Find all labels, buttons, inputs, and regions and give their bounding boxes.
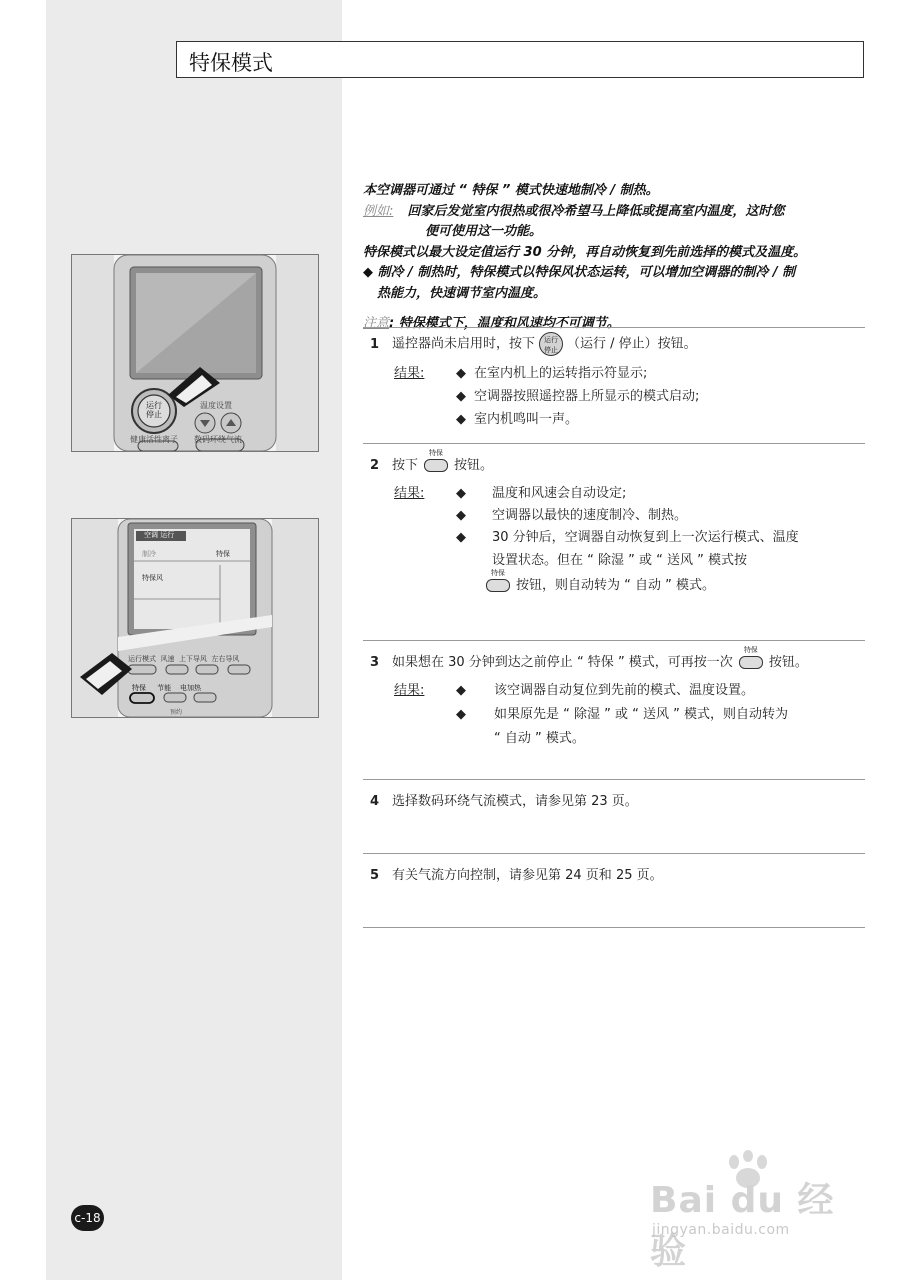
divider-5 [363,853,865,854]
remote-power-drawing [72,255,318,451]
remote-illustration-power [71,254,319,452]
step-4-text: 选择数码环绕气流模式，请参见第 23 页。 [392,794,638,809]
step-2-number: 2 [370,458,380,473]
page-title-box [176,41,864,78]
step-2-text-before: 按下 [392,458,419,473]
step-1-text-before: 遥控器尚未启用时，按下 [392,336,536,352]
remote2-lcd-mode: 制冷 [142,550,156,558]
step-3-bullet-1: ◆ 该空调器自动复位到先前的模式、温度设置。 [456,683,755,698]
step-3 [370,646,865,771]
step-1-result-label: 结果: [394,366,425,381]
step-1-bullet-2: ◆ 空调器按照遥控器上所显示的模式启动; [456,389,700,404]
step-3-bullet-2: ◆ 如果原先是 “ 除湿 ” 或 “ 送风 ” 模式，则自动转为 [456,707,788,722]
intro-line-4a: ◆ 制冷 / 制热时，特保模式以特保风状态运转，可以增加空调器的制冷 / 制 [363,265,796,280]
turbo-button-icon-step3: 特保 [739,656,763,669]
step-2-bullet-3-line-3: 特保 按钮，则自动转为 “ 自动 ” 模式。 [486,574,715,593]
step-1-text-after: （运行 / 停止）按钮。 [567,336,697,352]
intro-line-4b: 热能力，快速调节室内温度。 [377,285,547,301]
watermark-url: jingyan.baidu.com [652,1222,790,1238]
intro-example [363,202,863,223]
step-1-number: 1 [370,336,380,352]
step-3-text-after: 按钮。 [768,655,808,670]
step-1-bullet-1: ◆ 在室内机上的运转指示符显示; [456,366,648,381]
step-2-result-label: 结果: [394,486,425,501]
divider-6 [363,927,865,928]
remote2-lcd-fan: 特保风 [142,574,163,582]
example-line-2: 便可使用这一功能。 [425,224,543,239]
example-line-1: 回家后发觉室内很热或很冷希望马上降低或提高室内温度，这时您 [407,203,785,219]
remote1-bottom-right-label: 数码环绕气流 [194,435,242,444]
step-4-number: 4 [370,794,380,809]
divider-2 [363,443,865,444]
intro-line-3: 特保模式以最大设定值运行 30 分钟，再自动恢复到先前选择的模式及温度。 [363,244,807,260]
step-5-text: 有关气流方向控制，请参见第 24 页和 25 页。 [392,868,663,883]
watermark-main-text: Bai du 经验 [650,1180,835,1272]
baidu-watermark [650,1150,870,1272]
step-3-text-before: 如果想在 30 分钟到达之前停止 “ 特保 ” 模式，可再按一次 [392,655,733,670]
step-1 [370,332,865,442]
intro-line-1: 本空调器可通过 “ 特保 ” 模式快速地制冷 / 制热。 [363,183,659,198]
step-2-bullet-3: ◆ 30 分钟后，空调器自动恢复到上一次运行模式、温度 [456,530,799,545]
remote1-temp-label: 温度设置 [200,401,232,410]
step-2-bullet-2: ◆ 空调器以最快的速度制冷、制热。 [456,508,688,523]
step-2-text-after: 按钮。 [454,458,494,473]
intro-section [363,181,863,335]
step-3-bullet-2-line-2: “ 自动 ” 模式。 [494,731,585,746]
divider-4 [363,779,865,780]
step-2 [370,449,865,634]
remote2-row3-label: 预约 [170,709,183,716]
power-button-icon: 运行 停止 [539,332,563,356]
remote2-row2-labels: 特保 节能 电加热 [132,684,202,692]
example-label: 例如: [363,203,394,219]
step-3-result-label: 结果: [394,683,425,698]
step-5-number: 5 [370,868,380,883]
note-label: 注意 [363,316,390,331]
step-2-bullet-1: ◆ 温度和风速会自动设定; [456,486,627,501]
divider-3 [363,640,865,641]
remote1-power-label: 运行 停止 [146,401,162,419]
note-text: : 特保模式下，温度和风速均不可调节。 [389,316,620,331]
remote2-row1-labels: 运行模式 风速 上下导风 左右导风 [128,655,240,663]
step-3-number: 3 [370,655,380,670]
page-number-badge: c-18 [71,1205,104,1231]
step-4 [370,790,865,820]
remote2-lcd-special: 特保 [216,550,230,558]
step-1-bullet-3: ◆ 室内机鸣叫一声。 [456,412,579,427]
remote2-lcd-tabs: 空调 运行 [144,531,175,539]
step-5 [370,864,865,894]
divider-1 [363,327,865,328]
turbo-button-icon-inline: 特保 [486,579,510,592]
page-title: 特保模式 [189,51,273,75]
step-2-bullet-3-line-2: 设置状态。但在 “ 除湿 ” 或 “ 送风 ” 模式按 [492,553,747,568]
remote-illustration-turbo [71,518,319,718]
remote1-bottom-left-label: 健康活性离子 [130,435,178,444]
turbo-button-icon: 特保 [424,459,448,472]
